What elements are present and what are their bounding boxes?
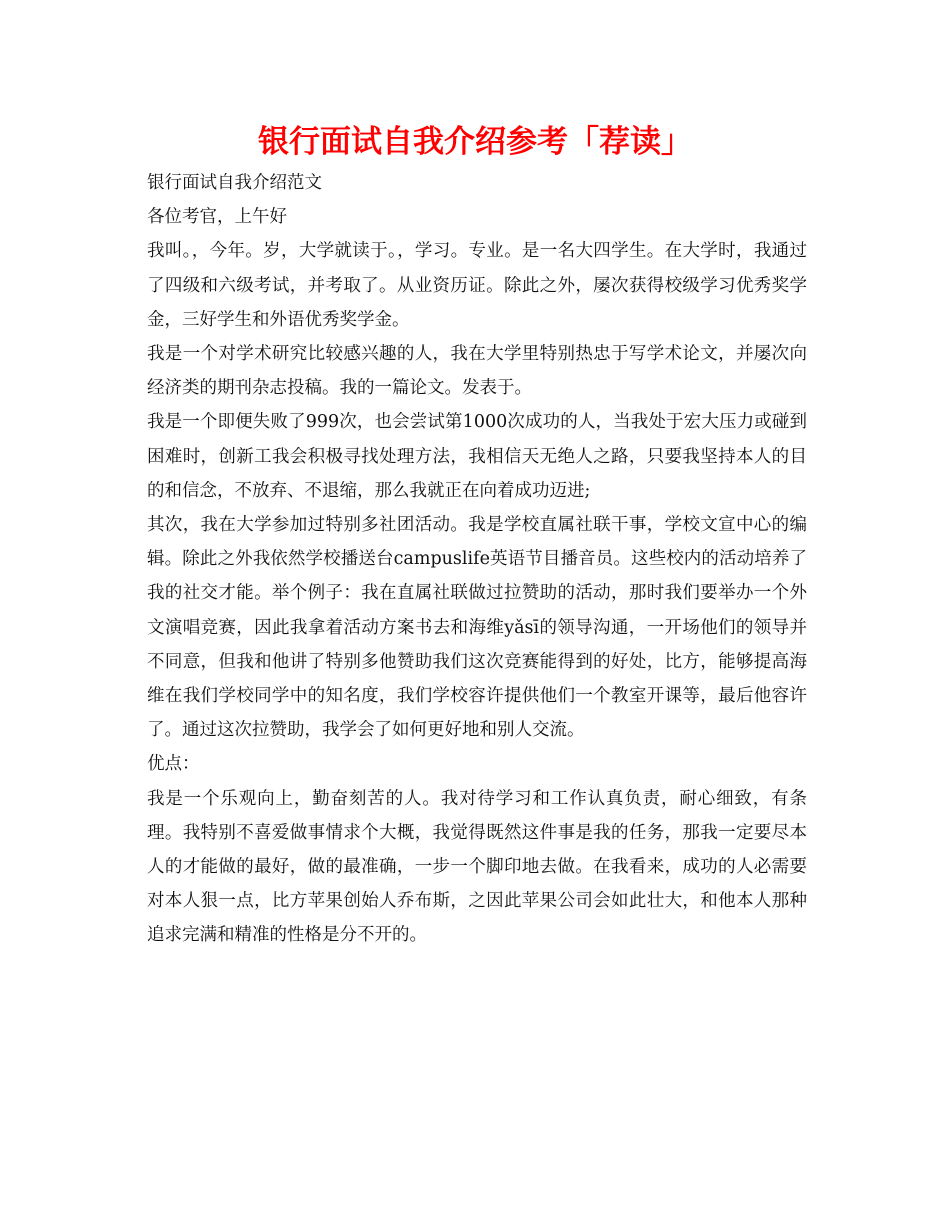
paragraph-perseverance: 我是一个即便失败了999次，也会尝试第1000次成功的人，当我处于宏大压力或碰到困难时，创新工我会积极寻找处理方法，我相信天无绝人之路，只要我坚持本人的目的和信念，不放弃、不退缩，那么我就正在向着成功迈进;: [147, 412, 807, 501]
paragraph-strengths: 我是一个乐观向上，勤奋刻苦的人。我对待学习和工作认真负责，耐心细致，有条理。我特别不喜爱做事情求个大概，我觉得既然这件事是我的任务，那我一定要尽本人的才能做的最好，做的最准确，一步一个脚印地去做。在我看来，成功的人必需要对本人狠一点，比方苹果创始人乔布斯，之因此苹果公司会如此壮大，和他本人那种追求完满和精准的性格是分不开的。: [147, 788, 807, 946]
document-body: [147, 166, 807, 953]
paragraph-strengths-heading: 优点：: [147, 754, 200, 775]
paragraph-intro: 我叫。，今年。岁，大学就读于。，学习。专业。是一名大四学生。在大学时，我通过了四级和六级考试，并考取了。从业资历证。除此之外，屡次获得校级学习优秀奖学金，三好学生和外语优秀奖学金。: [147, 241, 807, 330]
paragraph-heading: 银行面试自我介绍范文: [147, 173, 322, 193]
paragraph-activities: 其次，我在大学参加过特别多社团活动。我是学校直属社联干事，学校文宣中心的编辑。除此之外我依然学校播送台campuslife英语节目播音员。这些校内的活动培养了我的社交才能。举个例子：我在直属社联做过拉赞助的活动，那时我们要举办一个外文演唱竞赛，因此我拿着活动方案书去和海维yǎsī的领导沟通，一开场他们的领导并不同意，但我和他讲了特别多他赞助我们这次竞赛能得到的好处，比方，能够提高海维在我们学校同学中的知名度，我们学校容许提供他们一个教室开课等，最后他容许了。通过这次拉赞助，我学会了如何更好地和别人交流。: [147, 515, 807, 741]
paragraph-research: 我是一个对学术研究比较感兴趣的人，我在大学里特别热忠于写学术论文，并屡次向经济类的期刊杂志投稿。我的一篇论文。发表于。: [147, 344, 807, 399]
document-title: 银行面试自我介绍参考「荐读」: [258, 124, 692, 160]
paragraph-greeting: 各位考官，上午好: [147, 207, 287, 228]
